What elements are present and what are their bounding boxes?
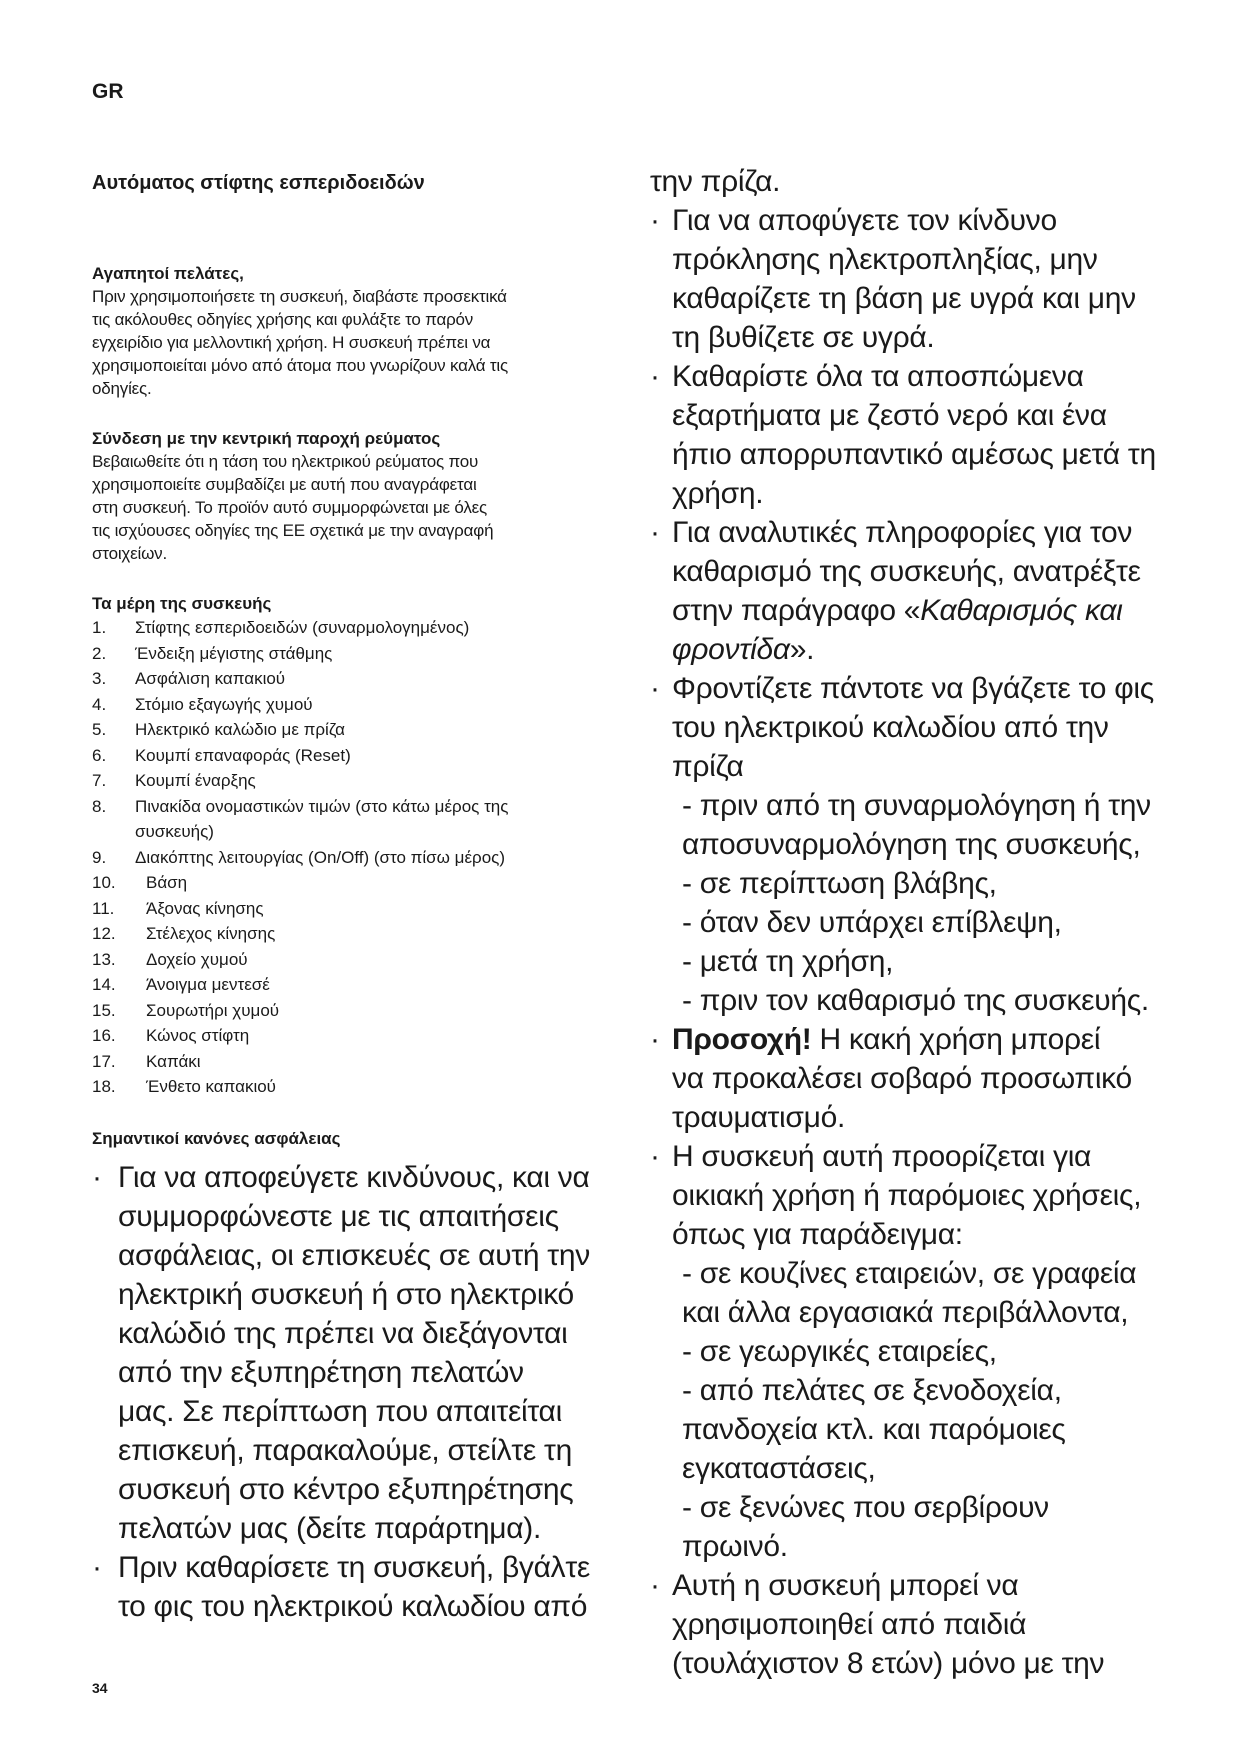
safety-heading: Σημαντικοί κανόνες ασφάλειας [92,1128,341,1148]
intro-line: Πριν χρησιμοποιήσετε τη συσκευή, διαβάστε προσεκτικά [92,287,507,306]
language-code: GR [92,80,124,103]
page-number: 34 [92,1680,108,1696]
list-item: 12. Στέλεχος κίνησης [92,924,276,943]
power-text [92,450,592,565]
list-item: 17. Καπάκι [92,1051,201,1071]
power-line: στοιχείων. [92,544,167,563]
list-item: 6. Κουμπί επαναφοράς (Reset) [92,745,351,765]
power-heading: Σύνδεση με την κεντρική παροχή ρεύματος [92,429,441,448]
bullet-icon: · [92,1550,102,1584]
safety-bullet: · Για να αποφύγετε τον κίνδυνο πρόκλησης ηλεκτροπληξίας, μην καθαρίζετε τη βάση με υγρά και μην τη βυθίζετε σε υγρά. [650,201,1160,357]
bullet-icon: · [92,1160,102,1194]
bullet-icon: · [650,672,660,705]
list-item: 10. Βάση [92,873,188,892]
intro-line: χρησιμοποιείται μόνο από άτομα που γνωρίζουν καλά τις [92,356,508,375]
bullet-icon: · [650,516,660,549]
caution-label: Προσοχή! [672,1023,812,1056]
list-item: 15. Σουρωτήρι χυμού [92,1000,280,1020]
intro-line: τις ακόλουθες οδηγίες χρήσης και φυλάξτε το παρόν [92,310,474,329]
intro-line: εγχειρίδιο για μελλοντική χρήση. Η συσκευή πρέπει να [92,333,491,352]
bullet-icon: · [650,1140,660,1173]
list-item: 1. Στίφτης εσπεριδοειδών (συναρμολογημένος) [92,618,470,637]
safety-bullet: · Αυτή η συσκευή μπορεί να χρησιμοποιηθεί από παιδιά (τουλάχιστον 8 ετών) μόνο με την [650,1566,1160,1683]
power-line: στη συσκευή. Το προϊόν αυτό συμμορφώνεται με όλες [92,498,488,517]
safety-bullets [92,1158,592,1626]
list-item: 7. Κουμπί έναρξης [92,771,256,790]
safety-bullet: · Η συσκευή αυτή προορίζεται για οικιακή χρήση ή παρόμοιες χρήσεις, όπως για παράδειγμα: - σε κουζίνες εταιρειών, σε γραφεία και άλλα εργασιακά περιβάλλοντα, - σε γεωργικές εταιρείες, - από πελάτες σε ξενοδοχεία, πανδοχεία κτλ. και παρόμοιες εγκαταστάσεις, - σε ξενώνες που σερβίρουν πρωινό. [650,1137,1160,1566]
power-line: τις ισχύουσες οδηγίες της ΕΕ σχετικά με την αναγραφή [92,521,494,540]
bullet-icon: · [650,1569,660,1602]
continued-text: την πρίζα. [650,165,781,198]
list-item: 18. Ένθετο καπακιού [92,1077,276,1096]
safety-bullet: · Πριν καθαρίσετε τη συσκευή, βγάλτε το φις του ηλεκτρικού καλωδίου από [92,1548,592,1626]
parts-list [92,615,592,1100]
list-item: 16. Κώνος στίφτη [92,1026,250,1045]
safety-bullet: · Καθαρίστε όλα τα αποσπώμενα εξαρτήματα με ζεστό νερό και ένα ήπιο απορρυπαντικό αμέσως μετά τη χρήση. [650,357,1160,513]
product-title: Αυτόματος στίφτης εσπεριδοειδών [92,172,425,194]
parts-heading: Τα μέρη της συσκευής [92,594,272,613]
caution-bullet: · Προσοχή! Η κακή χρήση μπορεί να προκαλέσει σοβαρό προσωπικό τραυματισμό. [650,1020,1160,1137]
right-column [650,162,1160,1683]
list-item: 2. Ένδειξη μέγιστης στάθμης [92,643,333,663]
list-item: 11. Άξονας κίνησης [92,898,264,918]
list-item: 5. Ηλεκτρικό καλώδιο με πρίζα [92,720,346,739]
greeting: Αγαπητοί πελάτες, [92,264,244,283]
bullet-icon: · [650,204,660,237]
list-item: 4. Στόμιο εξαγωγής χυμού [92,694,313,714]
list-item: 14. Άνοιγμα μεντεσέ [92,975,270,994]
list-item: 9. Διακόπτης λειτουργίας (On/Off) (στο πίσω μέρος) [92,847,506,867]
safety-bullet: · Για να αποφεύγετε κινδύνους, και να συμμορφώνεστε με τις απαιτήσεις ασφάλειας, οι επισκευές σε αυτή την ηλεκτρική συσκευή ή στο ηλεκτρικό καλώδιό της πρέπει να διεξάγονται από την εξυπηρέτηση πελατών μας. Σε περίπτωση που απαιτείται επισκευή, παρακαλούμε, στείλτε τη συσκευή στο κέντρο εξυπηρέτησης πελατών μας (δείτε παράρτημα). [92,1158,592,1548]
safety-bullet: · Για αναλυτικές πληροφορίες για τον καθαρισμό της συσκευής, ανατρέξτε στην παράγραφο «Καθαρισμός και φροντίδα». [650,513,1160,669]
bullet-icon: · [650,360,660,393]
list-item: 13. Δοχείο χυμού [92,949,248,969]
power-line: Βεβαιωθείτε ότι η τάση του ηλεκτρικού ρεύματος που [92,452,479,471]
intro-line: οδηγίες. [92,379,152,398]
safety-bullet: · Φροντίζετε πάντοτε να βγάζετε το φις του ηλεκτρικού καλωδίου από την πρίζα - πριν από τη συναρμολόγηση ή την αποσυναρμολόγηση της συσκευής, - σε περίπτωση βλάβης, - όταν δεν υπάρχει επίβλεψη, - μετά τη χρήση, - πριν τον καθαρισμό της συσκευής. [650,669,1160,1020]
list-item: 8. Πινακίδα ονομαστικών τιμών (στο κάτω μέρος της συσκευής) [92,796,509,841]
intro-text [92,285,592,400]
bullet-icon: · [650,1023,660,1056]
list-item: 3. Ασφάλιση καπακιού [92,669,286,688]
left-column [92,172,592,1626]
power-line: χρησιμοποιείτε συμβαδίζει με αυτή που αναγράφεται [92,475,477,494]
